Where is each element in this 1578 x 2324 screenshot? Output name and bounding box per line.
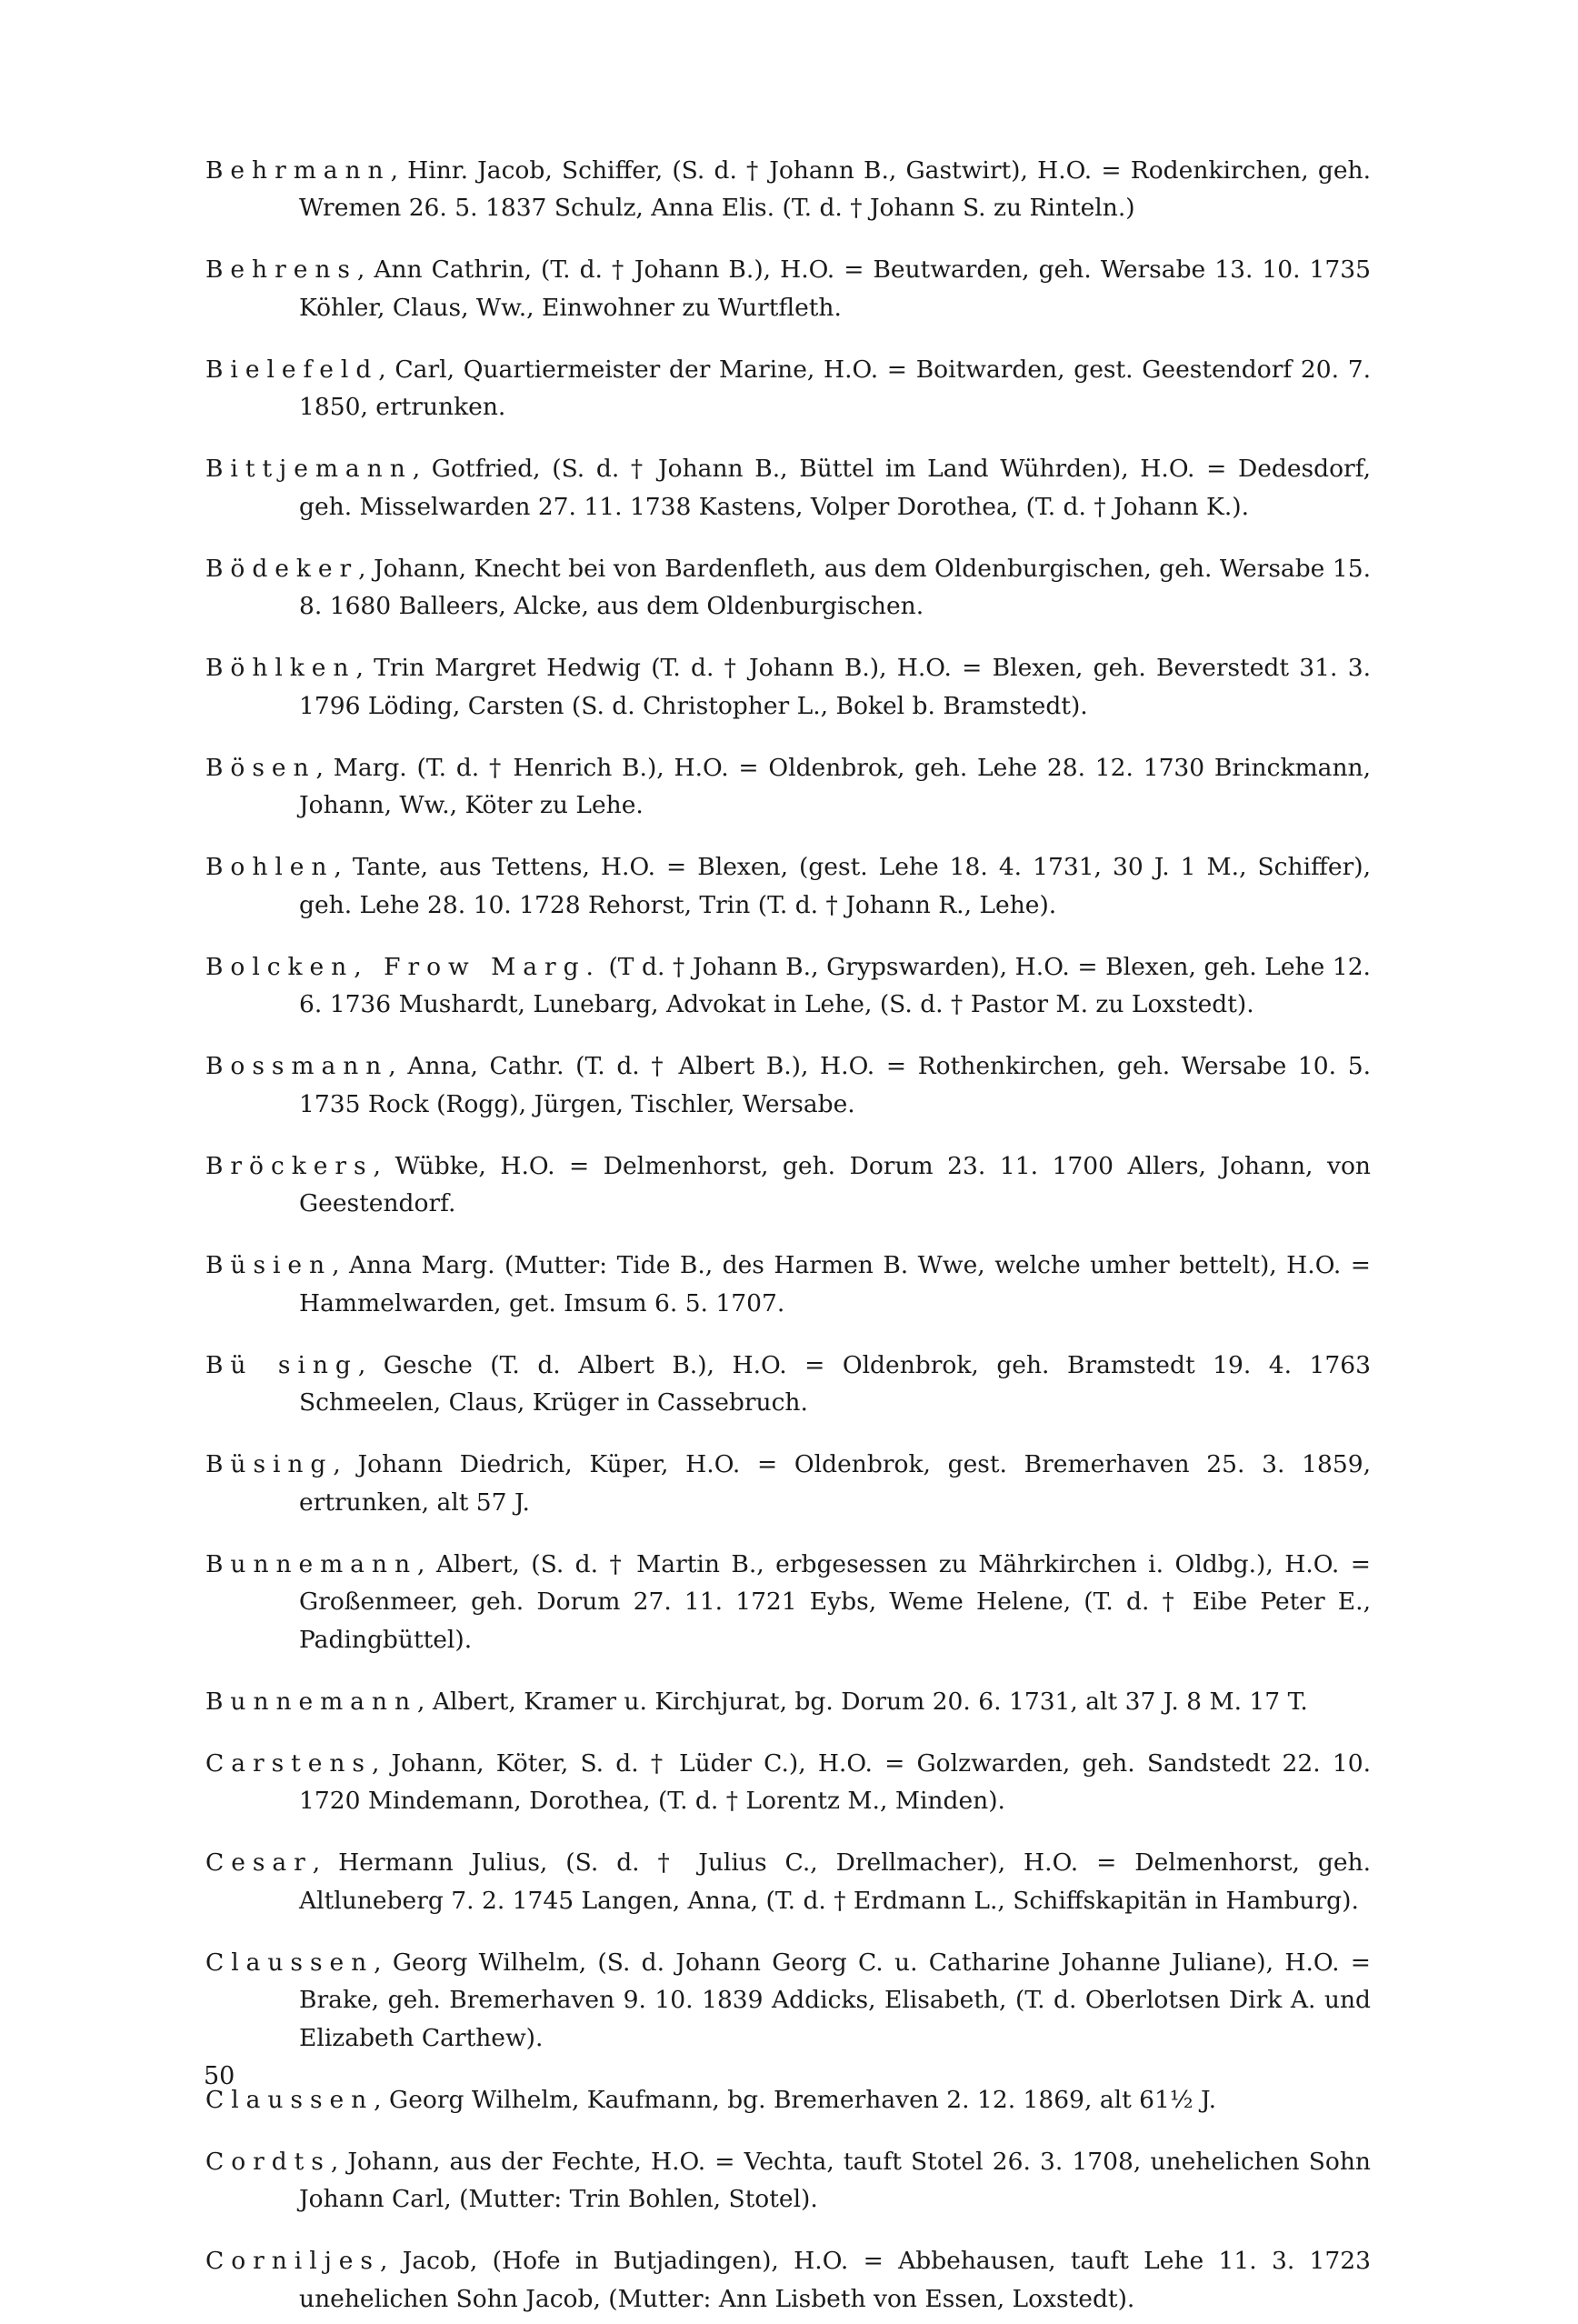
- entry-text: , Johann, Köter, S. d. † Lüder C.), H.O. = Golzwarden, geh. Sandstedt 22. 10. 1720 Mindemann, Dorothea, (T. d. † Lorentz M., Minden).: [299, 1748, 1371, 1815]
- entry-surname: Bunnemann: [205, 1687, 417, 1716]
- entry-text: , Anna Marg. (Mutter: Tide B., des Harmen B. Wwe, welche umher bettelt), H.O. = Hammelwarden, get. Imsum 6. 5. 1707.: [299, 1251, 1371, 1317]
- register-entry: [205, 251, 1371, 326]
- entry-surname: Claussen: [205, 1948, 375, 1977]
- register-entry: [205, 351, 1371, 426]
- register-entry: [205, 948, 1371, 1024]
- register-entry: [205, 1683, 1371, 1721]
- register-entry: [205, 1844, 1371, 1919]
- register-entry: [205, 2143, 1371, 2219]
- entry-surname: Behrmann: [205, 155, 391, 185]
- register-page: [205, 127, 1371, 2324]
- entry-surname: Behrens: [205, 255, 357, 284]
- entry-text: , Johann, Knecht bei von Bardenfleth, aus dem Oldenburgischen, geh. Wersabe 15. 8. 1680 Balleers, Alcke, aus dem Oldenburgischen.: [299, 554, 1371, 620]
- entry-text: , Trin Margret Hedwig (T. d. † Johann B.), H.O. = Blexen, geh. Beverstedt 31. 3. 1796 Löding, Carsten (S. d. Christopher L., Bokel b. Bramstedt).: [299, 654, 1371, 720]
- entry-surname: Bröckers: [205, 1151, 374, 1180]
- entry-surname: Böhlken: [205, 654, 356, 682]
- entry-text: (T d. † Johann B., Grypswarden), H.O. = Blexen, geh. Lehe 12. 6. 1736 Mushardt, Lunebarg, Advokat in Lehe, (S. d. † Pastor M. zu Loxstedt).: [299, 952, 1371, 1018]
- register-entry: [205, 550, 1371, 626]
- register-entry: [205, 848, 1371, 924]
- register-entry: [205, 2242, 1371, 2318]
- register-entry: [205, 1944, 1371, 2058]
- entry-surname: Carstens: [205, 1748, 372, 1778]
- register-entry: [205, 1247, 1371, 1322]
- entry-surname: Bolcken, Frow Marg.: [205, 952, 601, 981]
- entry-surname: Bödeker: [205, 554, 359, 583]
- register-entry: [205, 749, 1371, 825]
- register-entry: [205, 649, 1371, 725]
- page-number: 50: [204, 2062, 235, 2090]
- entry-text: , Hermann Julius, (S. d. † Julius C., Drellmacher), H.O. = Delmenhorst, geh. Altluneberg 7. 2. 1745 Langen, Anna, (T. d. † Erdmann L., Schiffskapitän in Hamburg).: [299, 1848, 1371, 1915]
- entry-surname: Cesar: [205, 1848, 313, 1877]
- register-entry: [205, 152, 1371, 227]
- entry-text: , Carl, Quartiermeister der Marine, H.O. = Boitwarden, gest. Geestendorf 20. 7. 1850, ertrunken.: [299, 355, 1371, 421]
- register-entry: [205, 2081, 1371, 2119]
- entry-surname: Büsing: [205, 1450, 334, 1478]
- entry-surname: Bossmann: [205, 1052, 389, 1080]
- register-entry: [205, 1546, 1371, 1659]
- entry-text: , Albert, Kramer u. Kirchjurat, bg. Dorum 20. 6. 1731, alt 37 J. 8 M. 17 T.: [416, 1687, 1308, 1716]
- entry-text: , Gesche (T. d. Albert B.), H.O. = Oldenbrok, geh. Bramstedt 19. 4. 1763 Schmeelen, Claus, Krüger in Cassebruch.: [299, 1350, 1371, 1417]
- entry-surname: Bü sing: [205, 1350, 358, 1379]
- register-entry: [205, 1147, 1371, 1223]
- entry-text: , Albert, (S. d. † Martin B., erbgesessen zu Mährkirchen i. Oldbg.), H.O. = Großenmeer, geh. Dorum 27. 11. 1721 Eybs, Weme Helene, (T. d. † Eibe Peter E., Padingbüttel).: [299, 1549, 1371, 1654]
- register-entry: [205, 1446, 1371, 1521]
- entry-text: , Georg Wilhelm, (S. d. Johann Georg C. u. Catharine Johanne Juliane), H.O. = Brake, geh. Bremerhaven 9. 10. 1839 Addicks, Elisabeth, (T. d. Oberlotsen Dirk A. und Elizabeth Carthew).: [299, 1948, 1371, 2052]
- entry-text: , Georg Wilhelm, Kaufmann, bg. Bremerhaven 2. 12. 1869, alt 61½ J.: [374, 2085, 1216, 2114]
- entry-text: , Marg. (T. d. † Henrich B.), H.O. = Oldenbrok, geh. Lehe 28. 12. 1730 Brinckmann, Johann, Ww., Köter zu Lehe.: [299, 753, 1371, 819]
- register-entry: [205, 1047, 1371, 1123]
- entry-text: , Johann Diedrich, Küper, H.O. = Oldenbrok, gest. Bremerhaven 25. 3. 1859, ertrunken, alt 57 J.: [299, 1450, 1371, 1517]
- entry-surname: Cordts: [205, 2147, 331, 2176]
- entry-surname: Bittjemann: [205, 455, 413, 483]
- entry-text: , Johann, aus der Fechte, H.O. = Vechta, tauft Stotel 26. 3. 1708, unehelichen Sohn Johann Carl, (Mutter: Trin Bohlen, Stotel).: [299, 2147, 1371, 2213]
- register-entry: [205, 450, 1371, 526]
- entry-surname: Bielefeld: [205, 355, 379, 384]
- entry-text: , Tante, aus Tettens, H.O. = Blexen, (gest. Lehe 18. 4. 1731, 30 J. 1 M., Schiffer), geh. Lehe 28. 10. 1728 Rehorst, Trin (T. d. † Johann R., Lehe).: [299, 853, 1371, 919]
- entry-surname: Bösen: [205, 753, 316, 782]
- entry-text: , Wübke, H.O. = Delmenhorst, geh. Dorum 23. 11. 1700 Allers, Johann, von Geestendorf.: [299, 1151, 1371, 1217]
- entry-text: , Gotfried, (S. d. † Johann B., Büttel im Land Wührden), H.O. = Dedesdorf, geh. Misselwarden 27. 11. 1738 Kastens, Volper Dorothea, (T. d. † Johann K.).: [299, 455, 1371, 521]
- entry-text: , Anna, Cathr. (T. d. † Albert B.), H.O. = Rothenkirchen, geh. Wersabe 10. 5. 1735 Rock (Rogg), Jürgen, Tischler, Wersabe.: [299, 1052, 1371, 1118]
- entry-text: , Ann Cathrin, (T. d. † Johann B.), H.O. = Beutwarden, geh. Wersabe 13. 10. 1735 Köhler, Claus, Ww., Einwohner zu Wurtfleth.: [299, 255, 1371, 322]
- entry-surname: Bohlen: [205, 853, 335, 881]
- register-entry: [205, 1745, 1371, 1820]
- register-entry: [205, 1347, 1371, 1422]
- entry-surname: Claussen: [205, 2085, 375, 2114]
- entry-text: , Hinr. Jacob, Schiffer, (S. d. † Johann B., Gastwirt), H.O. = Rodenkirchen, geh. Wremen 26. 5. 1837 Schulz, Anna Elis. (T. d. † Johann S. zu Rinteln.): [299, 155, 1371, 222]
- entry-surname: Corniljes: [205, 2247, 380, 2275]
- entry-text: , Jacob, (Hofe in Butjadingen), H.O. = Abbehausen, tauft Lehe 11. 3. 1723 unehelichen Sohn Jacob, (Mutter: Ann Lisbeth von Essen, Loxstedt).: [299, 2247, 1371, 2313]
- entry-surname: Bunnemann: [205, 1549, 417, 1578]
- entry-surname: Büsien: [205, 1251, 333, 1279]
